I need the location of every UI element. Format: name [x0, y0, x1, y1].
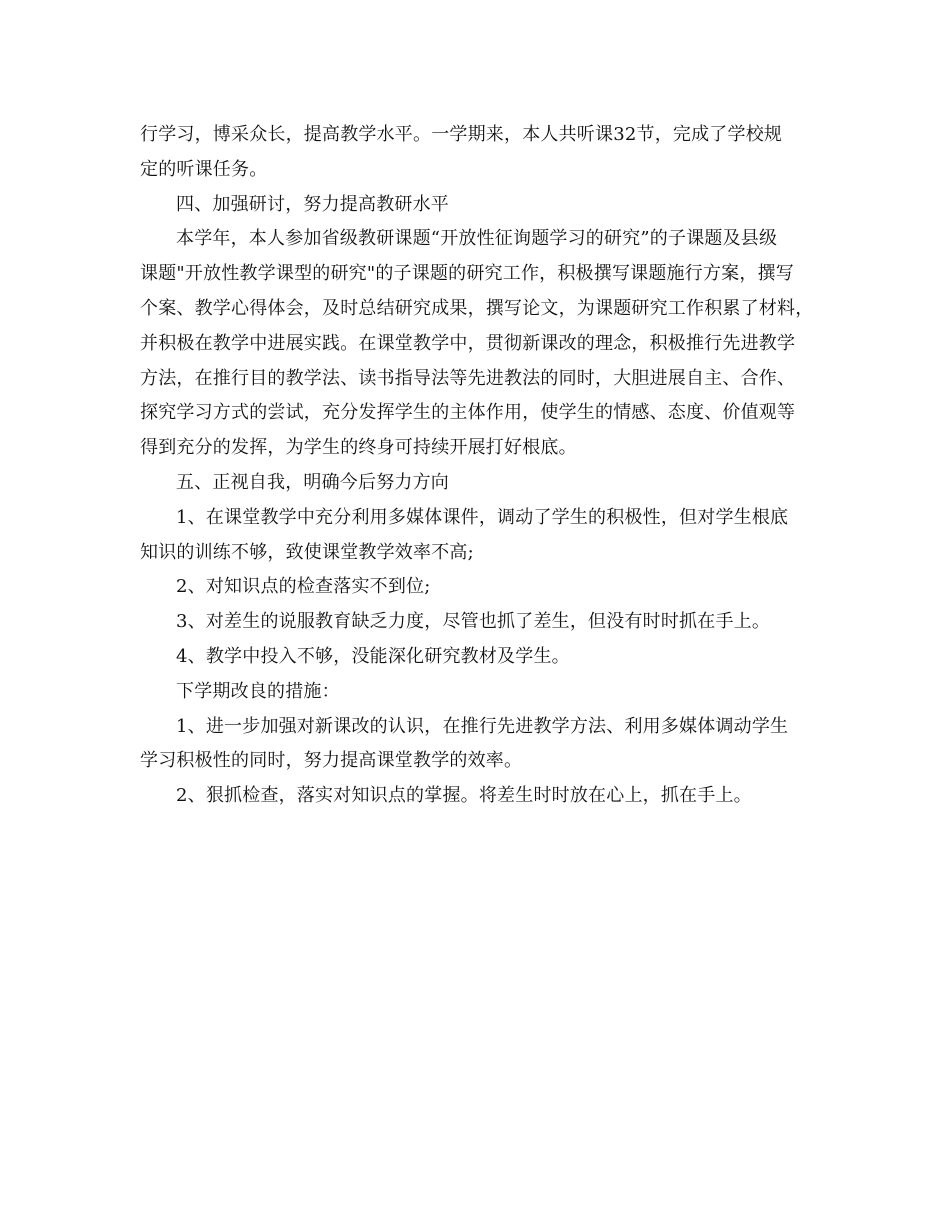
text-line: 行学习，博采众长，提高教学水平。一学期来，本人共听课32节，完成了学校规 — [140, 124, 783, 145]
text-line: 知识的训练不够，致使课堂教学效率不高; — [140, 541, 474, 563]
text-line: 探究学习方式的尝试，充分发挥学生的主体作用，使学生的情感、态度、价值观等 — [140, 402, 796, 424]
section-heading: 四、加强研讨，努力提高教研水平 — [176, 193, 449, 215]
subheading: 下学期改良的措施： — [176, 680, 340, 702]
list-item: 3、对差生的说服教育缺乏力度，尽管也抓了差生，但没有时时抓在手上。 — [176, 611, 771, 633]
text-line: 学习积极性的同时，努力提高课堂教学的效率。 — [140, 750, 523, 772]
list-item: 1、在课堂教学中充分利用多媒体课件，调动了学生的积极性，但对学生根底 — [176, 506, 789, 528]
text-line: 个案、教学心得体会，及时总结研究成果，撰写论文，为课题研究工作积累了材料， — [140, 297, 814, 319]
section-heading: 五、正视自我，明确今后努力方向 — [176, 471, 449, 493]
text-line: 定的听课任务。 — [140, 158, 268, 180]
list-item: 4、教学中投入不够，没能深化研究教材及学生。 — [176, 645, 570, 667]
text-line: 本学年，本人参加省级教研课题“开放性征询题学习的研究”的子课题及县级 — [176, 228, 778, 250]
document-body — [140, 118, 830, 814]
text-line: 课题"开放性教学课型的研究"的子课题的研究工作，积极撰写课题施行方案，撰写 — [140, 263, 794, 285]
list-item: 2、狠抓检查，落实对知识点的掌握。将差生时时放在心上，抓在手上。 — [176, 785, 752, 807]
list-item: 2、对知识点的检查落实不到位; — [176, 576, 431, 598]
text-line: 方法，在推行目的教学法、读书指导法等先进教法的同时，大胆进展自主、合作、 — [140, 367, 796, 389]
text-line: 并积极在教学中进展实践。在课堂教学中，贯彻新课改的理念，积极推行先进教学 — [140, 332, 796, 354]
text-line: 得到充分的发挥，为学生的终身可持续开展打好根底。 — [140, 437, 577, 459]
list-item: 1、进一步加强对新课改的认识，在推行先进教学方法、利用多媒体调动学生 — [176, 715, 789, 737]
